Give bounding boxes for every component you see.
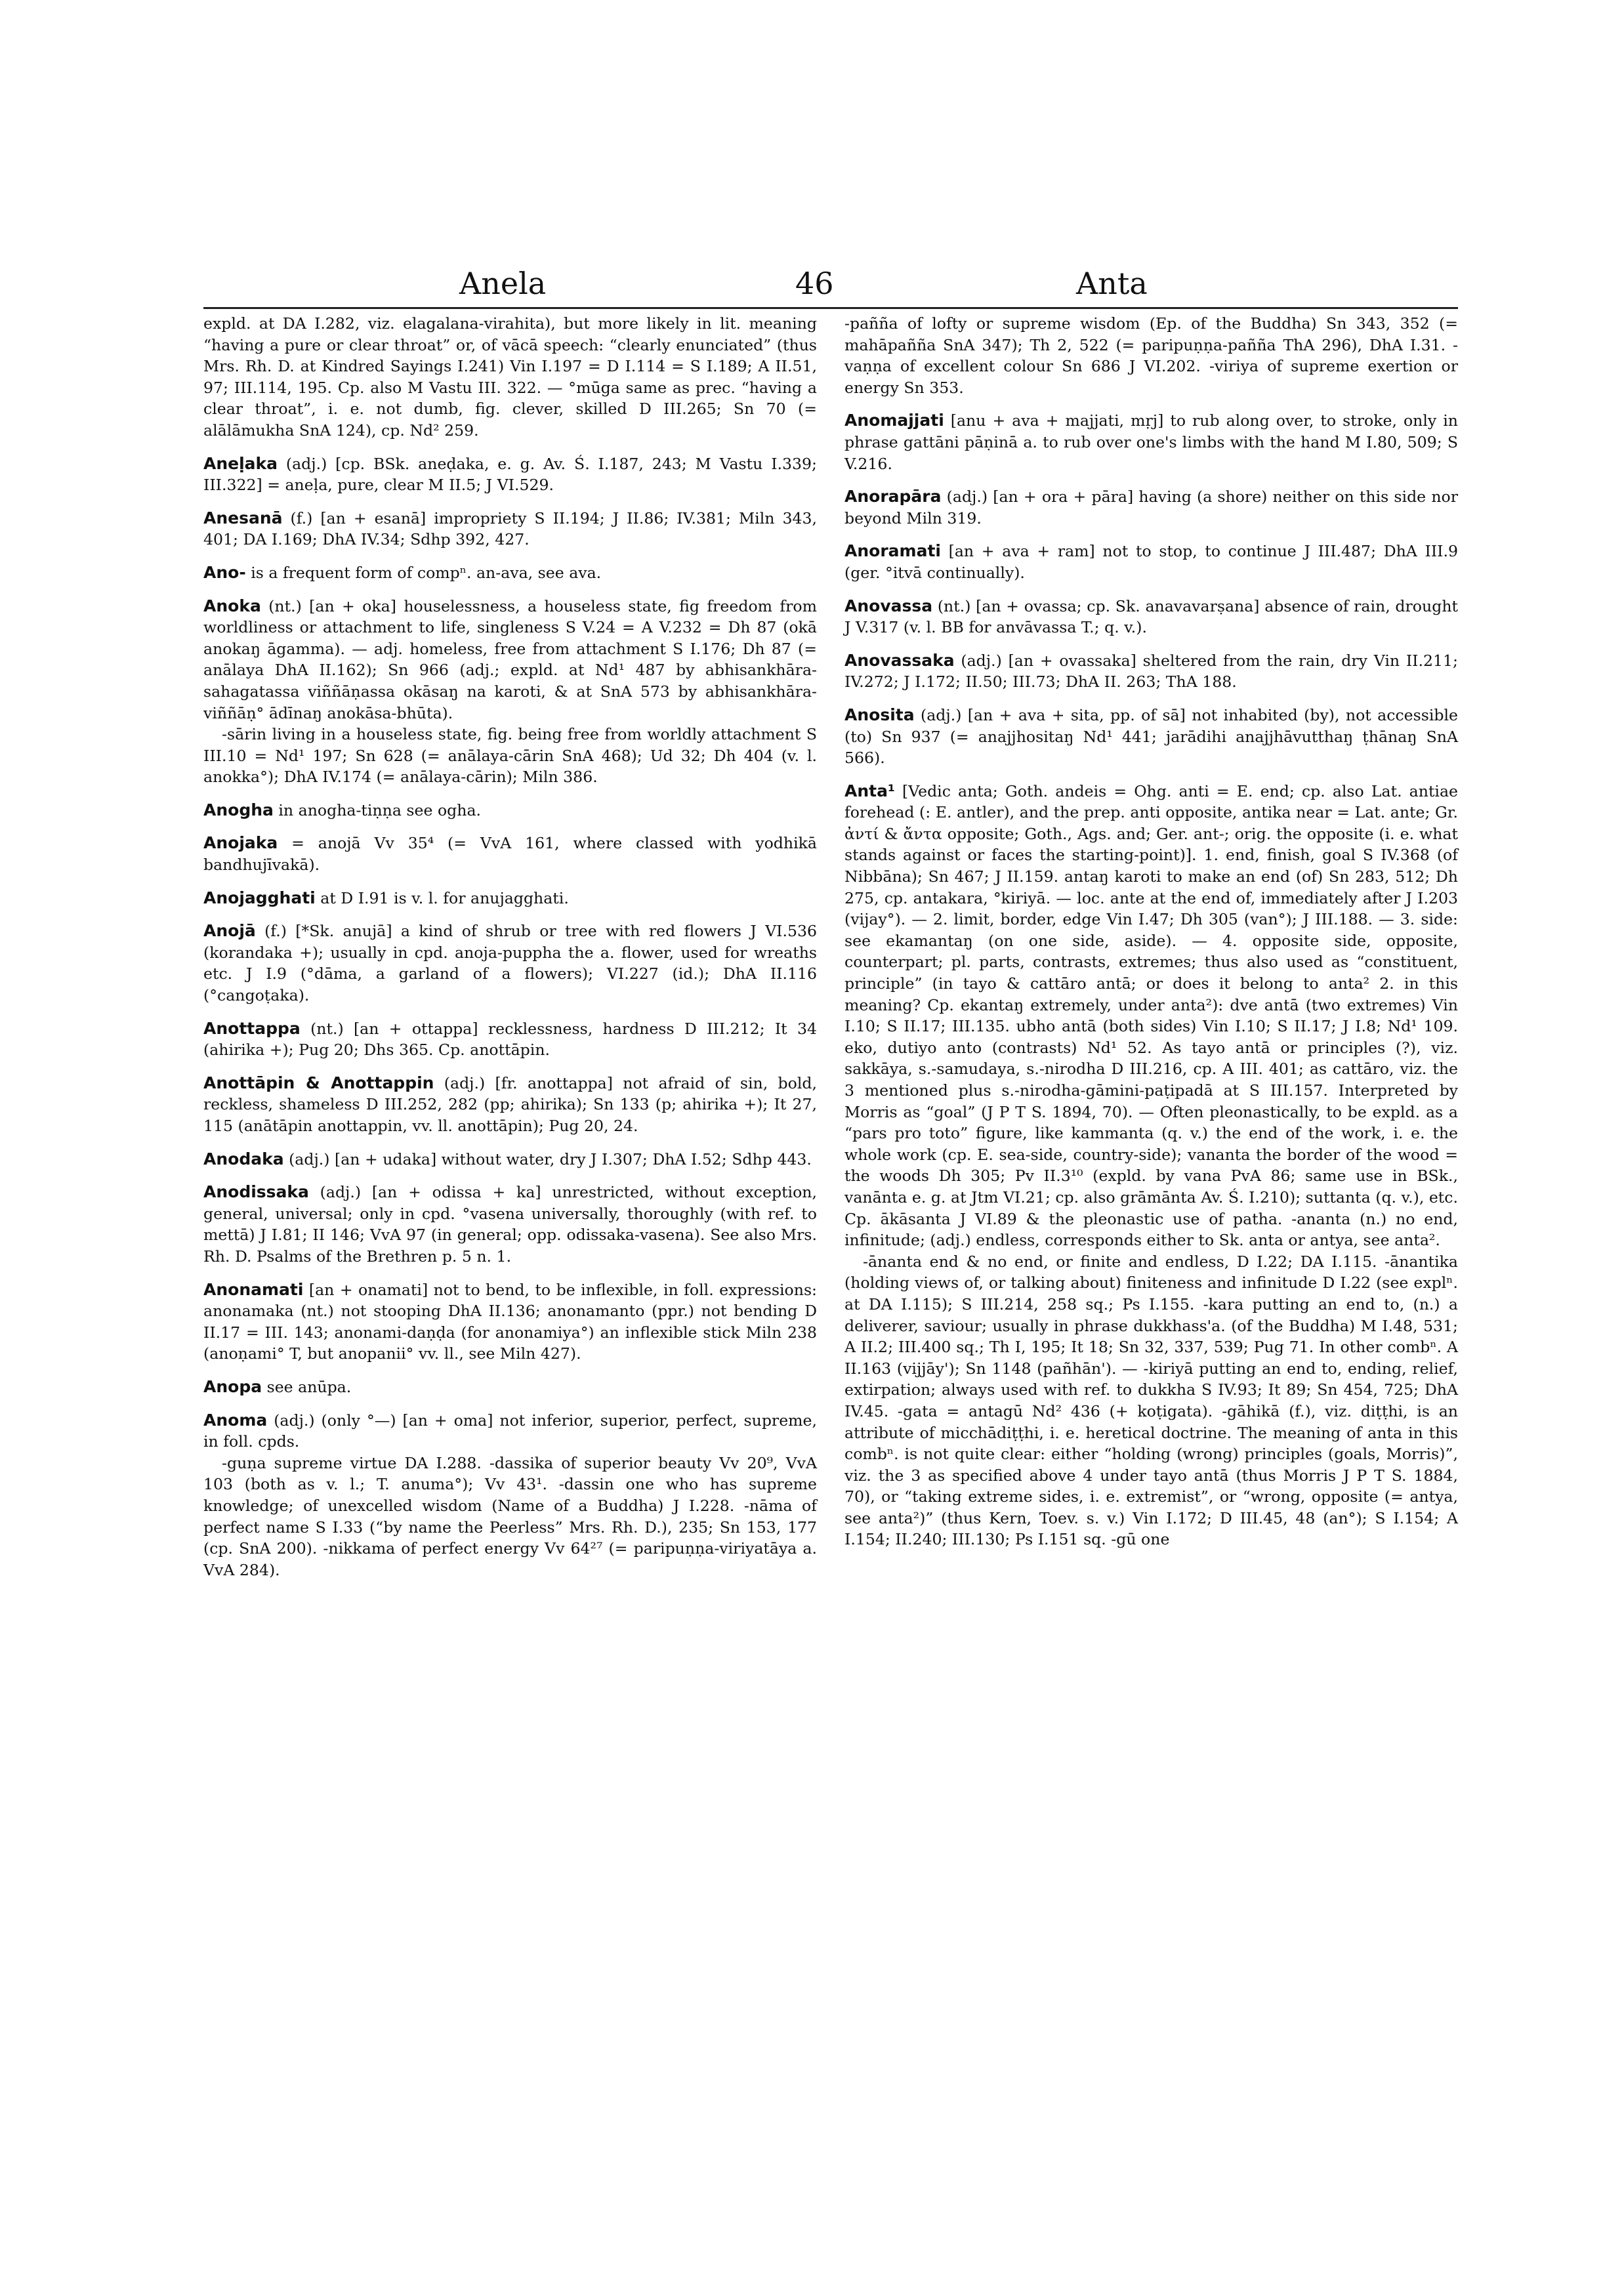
entry-definition: (adj.) [fr. anottappa] not afraid of sin, bold, reckless, shameless D III.252, 282 (pp; ahirika); Sn 133 (p; ahirika +); It 27, 115 (anātāpin anottappin, vv. ll. anottāpin); Pug 20, 24. [203,1073,817,1135]
entry-definition: (f.) [an + esanā] impropriety S II.194; J II.86; IV.381; Miln 343, 401; DA I.169; DhA IV.34; Sdhp 392, 427. [203,508,817,549]
entry-subsection: -ānanta end & no end, or finite and endless, D I.22; DA I.115. -ānantika (holding views of, or talking about) finiteness and infinitude D I.22 (see explⁿ. at DA I.115); S III.214, 258 sq.; Ps I.155. -kara putting an end to, (n.) a deliverer, saviour; usually in phrase dukkhass'a. (of the Buddha) M I.48, 531; A II.2; III.400 sq.; Th I, 195; It 18; Sn 32, 337, 539; Pug 71. In other combⁿ. A II.163 (vijjāy'); Sn 1148 (pañhān'). — -kiriyā putting an end to, ending, relief, extirpation; always used with ref. to dukkha S IV.93; It 89; Sn 454, 725; DhA IV.45. -gata = antagū Nd² 436 (+ koṭigata). -gāhikā (f.), viz. diṭṭhi, is an attribute of micchādiṭṭhi, i. e. heretical doctrine. The meaning of anta in this combⁿ. is not quite clear: either “holding (wrong) principles (goals, Morris)”, viz. the 3 as specified above 4 under tayo antā (thus Morris J P T S. 1884, 70), or “taking extreme sides, i. e. extremist”, or “wrong, opposite (= antya, see anta²)” (thus Kern, Toev. s. v.) Vin I.172; D III.45, 48 (an°); S I.154; A I.154; II.240; III.130; Ps I.151 sq. -gū one [844,1252,1458,1549]
dictionary-entry [844,541,1458,583]
dictionary-entry [203,596,817,724]
entry-headword: Anovassaka [844,650,955,670]
dictionary-entry [844,705,1458,769]
entry-definition: (adj.) (only °—) [an + oma] not inferior, superior, perfect, supreme, in foll. cpds. [203,1411,817,1451]
dictionary-entry [203,453,817,496]
entry-headword: Anonamati [203,1279,304,1299]
page-number: 46 [795,266,834,301]
dictionary-entry [844,410,1458,474]
entry-headword: Anojagghati [203,888,316,907]
running-header [0,266,1624,312]
dictionary-entry [203,508,817,550]
dictionary-entry [203,1410,817,1453]
entry-headword: Ano- [203,562,246,582]
dictionary-entry [203,800,817,821]
left-column [203,314,817,2260]
entry-headword: Anoma [203,1410,268,1430]
entry-definition: (f.) [*Sk. anujā] a kind of shrub or tree with red flowers J VI.536 (korandaka +); usually in cpd. anoja-puppha the a. flower, used for wreaths etc. J I.9 (°dāma, a garland of a flowers); VI.227 (id.); DhA II.116 (°cangoṭaka). [203,922,817,1005]
entry-continuation: expld. at DA I.282, viz. elagalana-virahita), but more likely in lit. meaning “having a pure or clear throat” or, of vācā speech: “clearly enunciated” (thus Mrs. Rh. D. at Kindred Sayings I.241) Vin I.197 = D I.114 = S I.189; A II.51, 97; III.114, 195. Cp. also M Vastu III. 322. — °mūga same as prec. “having a clear throat”, i. e. not dumb, fig. clever, skilled D III.265; Sn 70 (= alālāmukha SnA 124), cp. Nd² 259. [203,314,817,440]
entry-headword: Anottappa [203,1018,301,1038]
dictionary-entry [203,562,817,584]
dictionary-entry [203,1376,817,1398]
entry-headword: Anesanā [203,508,283,527]
entry-definition: [an + ava + ram] not to stop, to continue J III.487; DhA III.9 (ger. °itvā continually). [844,542,1458,582]
entry-definition: [Vedic anta; Goth. andeis = Ohg. anti = E. end; cp. also Lat. antiae forehead (: E. antler), and the prep. anti opposite, antika near = Lat. ante; Gr. ἀντί & ἄντα opposite; Goth., Ags. and; Ger. ant-; orig. the opposite (i. e. what stands against or faces the starting-point)]. 1. end, finish, goal S IV.368 (of Nibbāna); Sn 467; J II.159. antaŋ karoti to make an end (of) Sn 283, 512; Dh 275, cp. antakara, °kiriyā. — loc. ante at the end of, immediately after J I.203 (vijay°). — 2. limit, border, edge Vin I.47; Dh 305 (van°); J III.188. — 3. side: see ekamantaŋ (on one side, aside). — 4. opposite side, opposite, counterpart; pl. parts, contrasts, extremes; thus also used as “constituent, principle” (in tayo & cattāro antā; or does it belong to anta² 2. in this meaning? Cp. ekantaŋ extremely, under anta²): dve antā (two extremes) Vin I.10; S II.17; III.135. ubho antā (both sides) Vin I.10; S II.17; J I.8; Nd¹ 109. eko, dutiyo anto (contrasts) Nd¹ 52. As tayo antā or principles (?), viz. sakkāya, s.-samudaya, s.-nirodha D III.216, cp. A III. 401; as cattāro, viz. the 3 mentioned plus s.-nirodha-gāmini-paṭipadā at S III.157. Interpreted by Morris as “goal” (J P T S. 1894, 70). — Often pleonastically, to be expld. as a “pars pro toto” figure, like kammanta (q. v.) the end of the work, i. e. the whole work (cp. E. sea-side, country-side); vananta the border of the wood = the woods Dh 305; Pv II.3¹⁰ (expld. by vana PvA 86; same use in BSk., vanānta e. g. at Jtm VI.21; cp. also grāmānta Av. Ś. I.210); suttanta (q. v.), etc. Cp. ākāsanta J VI.89 & the pleonastic use of patha. -ananta (n.) no end, infinitude; (adj.) endless, corresponds either to Sk. anta or antya, see anta². [844,781,1458,1250]
entry-definition: see anūpa. [262,1377,352,1396]
dictionary-entry [844,596,1458,638]
entry-definition: (adj.) [an + ovassaka] sheltered from the rain, dry Vin II.211; IV.272; J I.172; II.50; III.73; DhA II. 263; ThA 188. [844,651,1458,692]
entry-definition: (adj.) [cp. BSk. aneḍaka, e. g. Av. Ś. I.187, 243; M Vastu I.339; III.322] = aneḷa, pure, clear M II.5; J VI.529. [203,454,817,495]
entry-definition: = anojā Vv 35⁴ (= VvA 161, where classed with yodhikā bandhujīvakā). [203,834,817,875]
entry-headword: Aneḷaka [203,453,278,473]
dictionary-entry [203,833,817,875]
entry-headword: Anogha [203,800,274,819]
dictionary-entry [844,650,1458,693]
entry-continuation: -pañña of lofty or supreme wisdom (Ep. of the Buddha) Sn 343, 352 (= mahāpañña SnA 347); Th 2, 522 (= paripuṇṇa-pañña ThA 296), DhA I.31. -vaṇṇa of excellent colour Sn 686 J VI.202. -viriya of supreme exertion or energy Sn 353. [844,314,1458,397]
entry-headword: Anoka [203,596,261,615]
entry-headword: Anopa [203,1376,262,1396]
entry-headword: Anojaka [203,833,278,853]
entry-definition: (adj.) [an + ora + pāra] having (a shore) neither on this side nor beyond Miln 319. [844,487,1458,527]
entry-definition: [an + onamati] not to bend, to be inflexible, in foll. expressions: anonamaka (nt.) not stooping DhA II.136; anonamanto (ppr.) not bending D II.17 = III. 143; anonami-daṇḍa (for anonamiya°) an inflexible stick Miln 238 (anoṇami° T, but anopanii° vv. ll., see Miln 427). [203,1280,817,1363]
entry-definition: (adj.) [an + ava + sita, pp. of sā] not inhabited (by), not accessible (to) Sn 937 (= anajjhositaŋ Nd¹ 441; jarādihi anajjhāvutthaŋ ṭhānaŋ SnA 566). [844,705,1458,768]
header-rule [203,307,1458,309]
dictionary-entry [203,920,817,1006]
entry-definition: (nt.) [an + ovassa; cp. Sk. anavavarṣana] absence of rain, drought J V.317 (v. l. BB for anvāvassa T.; q. v.). [844,596,1458,637]
entry-headword: Anodissaka [203,1182,309,1202]
dictionary-entry [844,781,1458,1251]
entry-definition: (adj.) [an + udaka] without water, dry J I.307; DhA I.52; Sdhp 443. [283,1149,812,1168]
header-last-word: Anta [1076,266,1148,301]
entry-headword: Anottāpin & Anottappin [203,1073,434,1092]
entry-headword: Anorapāra [844,487,942,507]
entry-definition: in anogha-tiṇṇa see ogha. [273,800,482,819]
entry-headword: Anovassa [844,596,933,615]
entry-headword: Anodaka [203,1149,284,1168]
dictionary-entry [844,486,1458,529]
entry-headword: Anta¹ [844,781,895,800]
entry-definition: is a frequent form of compⁿ. an-ava, see ava. [245,563,602,582]
dictionary-entry [203,1279,817,1365]
entry-definition: [anu + ava + majjati, mṛj] to rub along over, to stroke, only in phrase gattāni pāṇinā a. to rub over one's limbs with the hand M I.80, 509; S V.216. [844,411,1458,473]
dictionary-entry [203,1182,817,1267]
dictionary-entry [203,888,817,909]
entry-subsection: -guṇa supreme virtue DA I.288. -dassika of superior beauty Vv 20⁹, VvA 103 (both as v. l.; T. anuma°); Vv 43¹. -dassin one who has supreme knowledge; of unexcelled wisdom (Name of a Buddha) J I.228. -nāma of perfect name S I.33 (“by name the Peerless” Mrs. Rh. D.), 235; Sn 153, 177 (cp. SnA 200). -nikkama of perfect energy Vv 64²⁷ (= paripuṇṇa-viriyatāya a. VvA 284). [203,1453,817,1579]
entry-headword: Anoramati [844,541,941,561]
header-first-word: Anela [459,266,547,301]
entry-definition: (nt.) [an + oka] houselessness, a houseless state, fig freedom from worldliness or attachment to life, singleness S V.24 = A V.232 = Dh 87 (okā anokaŋ āgamma). — adj. homeless, free from attachment S I.176; Dh 87 (= anālaya DhA II.162); Sn 966 (adj.; expld. at Nd¹ 487 by abhisankhāra-sahagatassa viññāṇassa okāsaŋ na karoti, & at SnA 573 by abhisankhāra-viññāṇ° ādīnaŋ anokāsa-bhūta). [203,596,817,722]
entry-subsection: -sārin living in a houseless state, fig. being free from worldly attachment S III.10 = Nd¹ 197; Sn 628 (= anālaya-cārin SnA 468); Ud 32; Dh 404 (v. l. anokka°); DhA IV.174 (= anālaya-cārin); Miln 386. [203,725,817,787]
entry-definition: (adj.) [an + odissa + ka] unrestricted, without exception, general, universal; only in cpd. °vasena universally, thoroughly (with ref. to mettā) J I.81; II 146; VvA 97 (in general; opp. odissaka-vasena). See also Mrs. Rh. D. Psalms of the Brethren p. 5 n. 1. [203,1183,817,1266]
dictionary-entry [203,1073,817,1137]
entry-headword: Anojā [203,921,256,941]
entry-definition: (nt.) [an + ottappa] recklessness, hardness D III.212; It 34 (ahirika +); Pug 20; Dhs 365. Cp. anottāpin. [203,1019,817,1060]
right-column [844,314,1458,2260]
dictionary-entry [203,1018,817,1061]
entry-headword: Anosita [844,705,915,724]
dictionary-entry [203,1149,817,1170]
entry-headword: Anomajjati [844,411,944,430]
entry-definition: at D I.91 is v. l. for anujagghati. [315,888,569,907]
